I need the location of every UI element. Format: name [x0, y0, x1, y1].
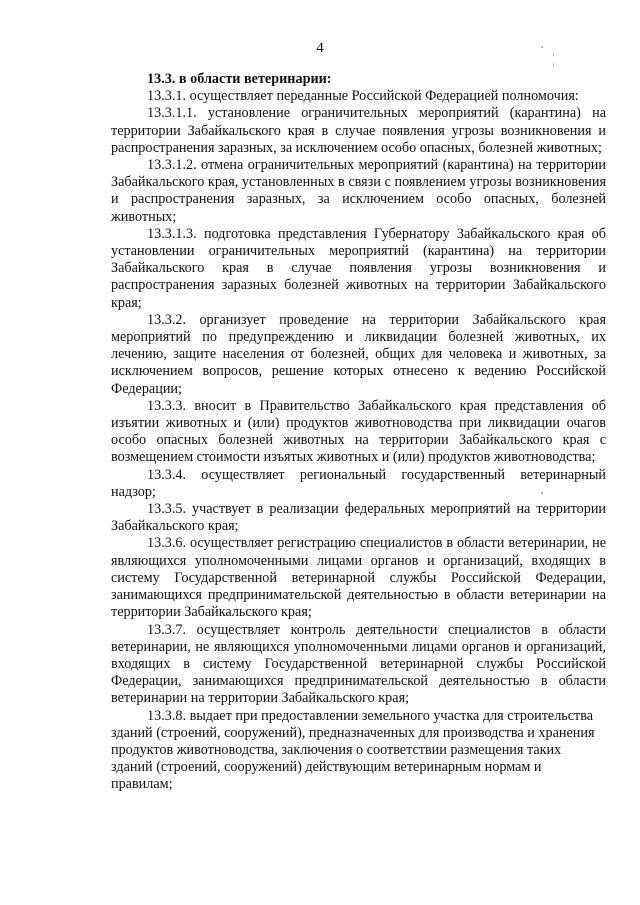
paragraph: 13.3.1.2. отмена ограничительных мероприятий (карантина) на территории Забайкальского края, установленных в связи с появлением угрозы возникновения и распространения заразных, за исключением особо опасных, болезней животных;: [111, 157, 606, 225]
document-body: [111, 71, 606, 794]
scan-speck: [553, 63, 554, 66]
section-heading: 13.3. в области ветеринарии:: [147, 71, 332, 87]
paragraph: 13.3.1.1. установление ограничительных мероприятий (карантина) на территории Забайкальского края в случае появления угрозы возникновения и распространения заразных, за исключением особо опасных, болезней животных;: [111, 105, 606, 156]
paragraph: 13.3.1.3. подготовка представления Губернатору Забайкальского края об установлении ограничительных мероприятий (карантина) на территории Забайкальского края в случае появления угрозы возникновения и распространения заразных болезней животных на территории Забайкальского края;: [111, 225, 606, 311]
paragraph: 13.3.8. выдает при предоставлении земельного участка для строительства зданий (строений, сооружений), предназначенных для производства и хранения продуктов животноводства, заключения о соответствии размещения таких зданий (строений, сооружений) действующим ветеринарным нормам и правилам;: [111, 707, 595, 793]
paragraph: 13.3.3. вносит в Правительство Забайкальского края представления об изъятии животных и (или) продуктов животноводства при ликвидации очагов особо опасных болезней животных на территории Забайкальского края с возмещением стоимости изъятых животных и (или) продуктов животноводства;: [111, 397, 606, 466]
paragraph: 13.3.6. осуществляет регистрацию специалистов в области ветеринарии, не являющихся уполномоченными лицами органов и организаций, входящих в систему Государственной ветеринарной службы Российской Федерации, занимающихся предпринимательской деятельностью в области ветеринарии на территории Забайкальского края;: [111, 535, 606, 621]
page-number: 4: [316, 40, 324, 56]
paragraph: 13.3.1. осуществляет переданные Российской Федерацией полномочия:: [147, 88, 579, 105]
scan-speck: [553, 53, 554, 56]
paragraph: 13.3.7. осуществляет контроль деятельности специалистов в области ветеринарии, не являющихся уполномоченными лицами органов и организаций, входящих в систему Государственной ветеринарной службы Российской Федерации, занимающихся предпринимательской деятельностью в области ветеринарии на территории Забайкальского края;: [111, 621, 606, 707]
scan-speck: [541, 46, 543, 48]
paragraph: 13.3.2. организует проведение на территории Забайкальского края мероприятий по предупреждению и ликвидации болезней животных, их лечению, защите населения от болезней, общих для человека и животных, за исключением вопросов, решение которых отнесено к ведению Российской Федерации;: [111, 311, 606, 397]
paragraph: 13.3.5. участвует в реализации федеральных мероприятий на территории Забайкальского края;: [111, 501, 606, 535]
paragraph: 13.3.4. осуществляет региональный государственный ветеринарный надзор;: [111, 466, 606, 500]
